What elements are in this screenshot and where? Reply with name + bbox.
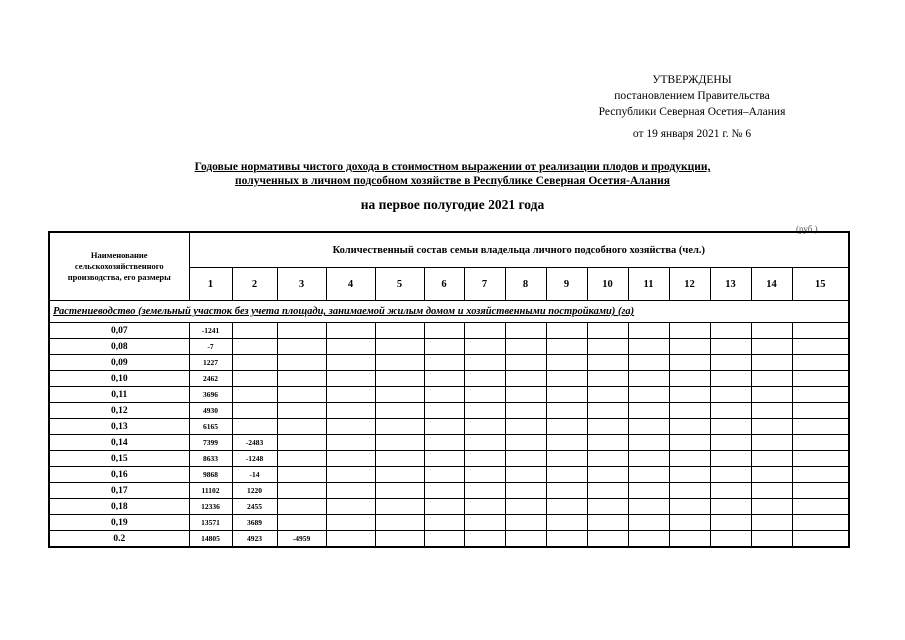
value-cell xyxy=(546,515,587,531)
value-cell xyxy=(326,403,375,419)
plot-size-cell: 0,17 xyxy=(49,483,189,499)
value-cell xyxy=(751,339,792,355)
value-cell xyxy=(464,323,505,339)
value-cell xyxy=(326,531,375,548)
table-row xyxy=(49,403,849,419)
value-cell xyxy=(587,483,628,499)
column-number-6: 6 xyxy=(424,268,464,301)
value-cell xyxy=(669,515,710,531)
value-cell xyxy=(628,435,669,451)
table-row xyxy=(49,371,849,387)
value-cell xyxy=(751,403,792,419)
value-cell xyxy=(751,531,792,548)
value-cell xyxy=(751,435,792,451)
value-cell xyxy=(375,515,424,531)
value-cell: 14805 xyxy=(189,531,232,548)
value-cell xyxy=(505,467,546,483)
value-cell: 12336 xyxy=(189,499,232,515)
value-cell xyxy=(751,355,792,371)
value-cell xyxy=(277,483,326,499)
value-cell xyxy=(424,531,464,548)
value-cell xyxy=(464,371,505,387)
table-row xyxy=(49,355,849,371)
value-cell: 3696 xyxy=(189,387,232,403)
value-cell xyxy=(628,419,669,435)
value-cell xyxy=(424,467,464,483)
value-cell xyxy=(375,403,424,419)
value-cell xyxy=(669,499,710,515)
value-cell xyxy=(464,403,505,419)
plot-size-cell: 0,16 xyxy=(49,467,189,483)
value-cell xyxy=(628,339,669,355)
value-cell xyxy=(628,499,669,515)
plot-size-cell: 0,18 xyxy=(49,499,189,515)
value-cell xyxy=(628,387,669,403)
value-cell xyxy=(424,515,464,531)
value-cell xyxy=(375,451,424,467)
value-cell xyxy=(792,419,849,435)
value-cell xyxy=(587,387,628,403)
value-cell xyxy=(587,467,628,483)
value-cell xyxy=(375,531,424,548)
value-cell: 9868 xyxy=(189,467,232,483)
value-cell xyxy=(751,371,792,387)
value-cell xyxy=(464,355,505,371)
value-cell xyxy=(546,531,587,548)
value-cell xyxy=(792,515,849,531)
table-row xyxy=(49,483,849,499)
plot-size-cell: 0,07 xyxy=(49,323,189,339)
column-number-7: 7 xyxy=(464,268,505,301)
value-cell xyxy=(546,451,587,467)
value-cell xyxy=(710,355,751,371)
value-cell xyxy=(710,483,751,499)
value-cell xyxy=(277,339,326,355)
income-table xyxy=(48,231,850,548)
value-cell xyxy=(375,323,424,339)
approval-stamp xyxy=(572,72,812,142)
value-cell xyxy=(587,531,628,548)
value-cell xyxy=(669,419,710,435)
value-cell xyxy=(751,499,792,515)
value-cell xyxy=(792,371,849,387)
value-cell: -14 xyxy=(232,467,277,483)
value-cell xyxy=(232,355,277,371)
value-cell xyxy=(628,371,669,387)
value-cell xyxy=(669,483,710,499)
value-cell xyxy=(669,323,710,339)
value-cell xyxy=(464,435,505,451)
column-number-3: 3 xyxy=(277,268,326,301)
value-cell: 4923 xyxy=(232,531,277,548)
value-cell xyxy=(326,435,375,451)
value-cell xyxy=(628,323,669,339)
value-cell: -1248 xyxy=(232,451,277,467)
plot-size-cell: 0,11 xyxy=(49,387,189,403)
value-cell xyxy=(464,419,505,435)
value-cell: 2455 xyxy=(232,499,277,515)
value-cell xyxy=(587,355,628,371)
value-cell xyxy=(375,419,424,435)
value-cell: 1227 xyxy=(189,355,232,371)
value-cell xyxy=(710,515,751,531)
value-cell xyxy=(546,403,587,419)
value-cell xyxy=(424,403,464,419)
value-cell xyxy=(751,419,792,435)
column-number-15: 15 xyxy=(792,268,849,301)
value-cell xyxy=(326,371,375,387)
value-cell xyxy=(792,467,849,483)
value-cell xyxy=(424,499,464,515)
value-cell xyxy=(505,403,546,419)
value-cell xyxy=(232,419,277,435)
value-cell xyxy=(710,419,751,435)
column-number-12: 12 xyxy=(669,268,710,301)
value-cell xyxy=(232,323,277,339)
value-cell xyxy=(710,451,751,467)
value-cell xyxy=(424,339,464,355)
plot-size-cell: 0,14 xyxy=(49,435,189,451)
value-cell xyxy=(277,451,326,467)
value-cell xyxy=(505,419,546,435)
value-cell xyxy=(424,419,464,435)
value-cell: -7 xyxy=(189,339,232,355)
value-cell xyxy=(375,467,424,483)
value-cell: -2483 xyxy=(232,435,277,451)
value-cell: 8633 xyxy=(189,451,232,467)
value-cell xyxy=(587,499,628,515)
value-cell xyxy=(546,499,587,515)
column-number-11: 11 xyxy=(628,268,669,301)
column-number-2: 2 xyxy=(232,268,277,301)
value-cell xyxy=(628,355,669,371)
value-cell xyxy=(792,403,849,419)
value-cell xyxy=(375,371,424,387)
value-cell xyxy=(326,355,375,371)
value-cell xyxy=(505,499,546,515)
value-cell xyxy=(505,387,546,403)
table-row xyxy=(49,451,849,467)
value-cell: 2462 xyxy=(189,371,232,387)
value-cell xyxy=(424,451,464,467)
value-cell xyxy=(277,323,326,339)
value-cell xyxy=(751,467,792,483)
value-cell xyxy=(424,355,464,371)
value-cell xyxy=(587,339,628,355)
value-cell xyxy=(424,323,464,339)
value-cell xyxy=(669,531,710,548)
value-cell: 6165 xyxy=(189,419,232,435)
approval-line-3: Республики Северная Осетия–Алания xyxy=(598,106,786,118)
value-cell xyxy=(628,451,669,467)
section-crop-production: Растениеводство (земельный участок без учета площади, занимаемой жилым домом и хозяйственными постройками) (га) xyxy=(49,301,849,323)
value-cell xyxy=(628,483,669,499)
value-cell xyxy=(587,419,628,435)
family-size-header: Количественный состав семьи владельца личного подсобного хозяйства (чел.) xyxy=(189,232,849,268)
value-cell xyxy=(277,467,326,483)
value-cell xyxy=(546,355,587,371)
value-cell xyxy=(628,467,669,483)
value-cell xyxy=(277,499,326,515)
value-cell xyxy=(505,371,546,387)
approval-line-1: УТВЕРЖДЕНЫ xyxy=(652,74,732,86)
column-number-14: 14 xyxy=(751,268,792,301)
value-cell xyxy=(464,451,505,467)
value-cell xyxy=(587,323,628,339)
value-cell xyxy=(587,403,628,419)
value-cell: -4959 xyxy=(277,531,326,548)
value-cell xyxy=(326,419,375,435)
plot-size-cell: 0,19 xyxy=(49,515,189,531)
value-cell xyxy=(464,483,505,499)
value-cell xyxy=(424,371,464,387)
document-title xyxy=(0,160,905,188)
column-number-13: 13 xyxy=(710,268,751,301)
table-row xyxy=(49,531,849,548)
value-cell: 1220 xyxy=(232,483,277,499)
value-cell xyxy=(792,435,849,451)
plot-size-cell: 0,13 xyxy=(49,419,189,435)
value-cell xyxy=(326,451,375,467)
unit-mark: (руб.) xyxy=(796,224,818,234)
value-cell xyxy=(792,339,849,355)
value-cell xyxy=(326,499,375,515)
value-cell xyxy=(375,387,424,403)
value-cell xyxy=(546,435,587,451)
value-cell xyxy=(792,323,849,339)
table-row xyxy=(49,419,849,435)
value-cell xyxy=(710,323,751,339)
value-cell xyxy=(505,531,546,548)
value-cell xyxy=(792,387,849,403)
value-cell xyxy=(751,483,792,499)
value-cell xyxy=(546,419,587,435)
value-cell xyxy=(628,515,669,531)
value-cell xyxy=(277,419,326,435)
value-cell xyxy=(669,339,710,355)
value-cell xyxy=(710,371,751,387)
value-cell xyxy=(326,467,375,483)
value-cell xyxy=(375,355,424,371)
value-cell xyxy=(424,483,464,499)
value-cell xyxy=(505,435,546,451)
plot-size-cell: 0,08 xyxy=(49,339,189,355)
value-cell xyxy=(464,515,505,531)
approval-date: от 19 января 2021 г. № 6 xyxy=(632,128,752,140)
value-cell xyxy=(669,403,710,419)
value-cell: 7399 xyxy=(189,435,232,451)
value-cell xyxy=(326,339,375,355)
value-cell xyxy=(464,387,505,403)
value-cell xyxy=(326,323,375,339)
value-cell xyxy=(424,387,464,403)
value-cell xyxy=(546,371,587,387)
value-cell xyxy=(505,339,546,355)
table-row xyxy=(49,467,849,483)
value-cell xyxy=(505,323,546,339)
column-number-5: 5 xyxy=(375,268,424,301)
value-cell xyxy=(669,467,710,483)
value-cell xyxy=(277,515,326,531)
column-number-8: 8 xyxy=(505,268,546,301)
value-cell xyxy=(232,387,277,403)
title-line-1: Годовые нормативы чистого дохода в стоимостном выражении от реализации плодов и продукции, xyxy=(194,161,711,173)
value-cell xyxy=(546,323,587,339)
value-cell xyxy=(628,531,669,548)
column-number-9: 9 xyxy=(546,268,587,301)
value-cell xyxy=(375,339,424,355)
value-cell xyxy=(710,387,751,403)
value-cell xyxy=(710,403,751,419)
value-cell xyxy=(751,387,792,403)
value-cell: 3689 xyxy=(232,515,277,531)
name-header: Наименование сельскохозяйственного производства, его размеры xyxy=(49,232,189,301)
value-cell xyxy=(277,371,326,387)
value-cell xyxy=(505,483,546,499)
value-cell xyxy=(326,483,375,499)
plot-size-cell: 0,10 xyxy=(49,371,189,387)
value-cell xyxy=(669,371,710,387)
value-cell xyxy=(792,531,849,548)
value-cell xyxy=(277,403,326,419)
value-cell xyxy=(587,371,628,387)
column-number-4: 4 xyxy=(326,268,375,301)
value-cell xyxy=(546,339,587,355)
value-cell xyxy=(232,339,277,355)
value-cell xyxy=(277,435,326,451)
value-cell xyxy=(375,435,424,451)
value-cell xyxy=(546,387,587,403)
value-cell xyxy=(375,483,424,499)
value-cell xyxy=(628,403,669,419)
value-cell xyxy=(587,451,628,467)
plot-size-cell: 0,09 xyxy=(49,355,189,371)
table-row xyxy=(49,323,849,339)
value-cell xyxy=(464,499,505,515)
document-period: на первое полугодие 2021 года xyxy=(360,197,545,212)
value-cell xyxy=(464,531,505,548)
value-cell xyxy=(546,467,587,483)
value-cell xyxy=(669,355,710,371)
value-cell xyxy=(464,467,505,483)
value-cell xyxy=(710,467,751,483)
value-cell xyxy=(669,451,710,467)
value-cell xyxy=(751,323,792,339)
value-cell xyxy=(326,387,375,403)
plot-size-cell: 0,12 xyxy=(49,403,189,419)
column-number-10: 10 xyxy=(587,268,628,301)
value-cell xyxy=(375,499,424,515)
value-cell xyxy=(669,435,710,451)
table-row xyxy=(49,515,849,531)
value-cell xyxy=(792,451,849,467)
value-cell xyxy=(277,387,326,403)
value-cell: 11102 xyxy=(189,483,232,499)
value-cell xyxy=(710,499,751,515)
value-cell xyxy=(505,355,546,371)
column-number-1: 1 xyxy=(189,268,232,301)
value-cell xyxy=(710,339,751,355)
value-cell: -1241 xyxy=(189,323,232,339)
value-cell xyxy=(792,499,849,515)
value-cell xyxy=(710,531,751,548)
value-cell xyxy=(792,355,849,371)
value-cell xyxy=(751,515,792,531)
approval-line-2: постановлением Правительства xyxy=(614,90,770,102)
value-cell xyxy=(710,435,751,451)
table-row xyxy=(49,387,849,403)
value-cell xyxy=(587,435,628,451)
value-cell xyxy=(326,515,375,531)
value-cell xyxy=(546,483,587,499)
table-row xyxy=(49,499,849,515)
value-cell xyxy=(669,387,710,403)
value-cell xyxy=(505,515,546,531)
title-line-2: полученных в личном подсобном хозяйстве в Республике Северная Осетия-Алания xyxy=(235,175,670,187)
value-cell xyxy=(464,339,505,355)
value-cell xyxy=(232,371,277,387)
value-cell xyxy=(505,451,546,467)
table-row xyxy=(49,339,849,355)
value-cell xyxy=(277,355,326,371)
value-cell: 13571 xyxy=(189,515,232,531)
value-cell xyxy=(424,435,464,451)
value-cell xyxy=(751,451,792,467)
value-cell xyxy=(587,515,628,531)
plot-size-cell: 0,15 xyxy=(49,451,189,467)
value-cell: 4930 xyxy=(189,403,232,419)
plot-size-cell: 0.2 xyxy=(49,531,189,548)
value-cell xyxy=(232,403,277,419)
table-row xyxy=(49,435,849,451)
value-cell xyxy=(792,483,849,499)
